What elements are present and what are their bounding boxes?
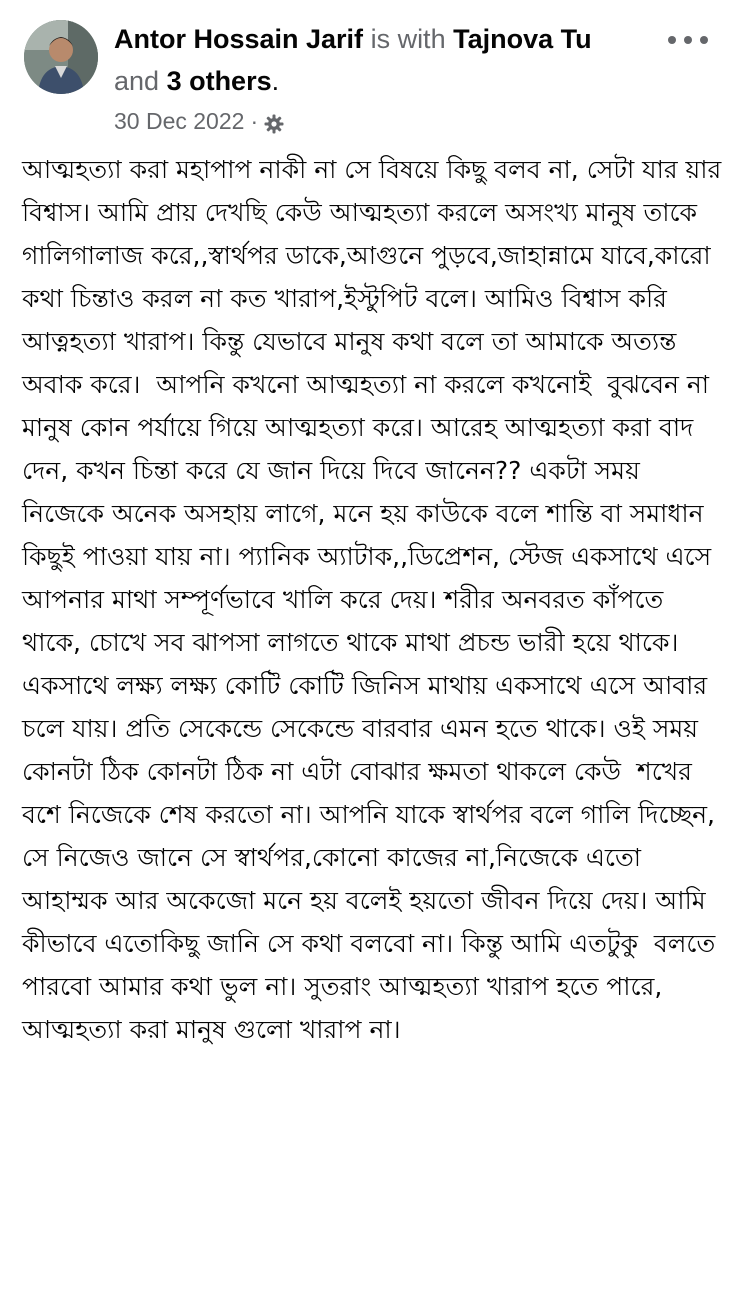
avatar-image (24, 20, 98, 94)
period-text: . (271, 66, 280, 96)
more-options-icon (668, 36, 676, 44)
meta-separator: · (250, 108, 259, 134)
header-text (114, 18, 654, 136)
tagged-person[interactable]: Tajnova Tu (453, 24, 592, 54)
more-options-button[interactable] (668, 28, 708, 52)
and-text: and (114, 66, 167, 96)
post-meta (114, 106, 654, 136)
others-link[interactable]: 3 others (166, 66, 272, 96)
more-options-icon (700, 36, 708, 44)
post-date[interactable]: 30 Dec 2022 (114, 108, 245, 134)
author-name[interactable]: Antor Hossain Jarif (114, 24, 364, 54)
post-text: আত্মহত্যা করা মহাপাপ নাকী না সে বিষয়ে কিছু বলব না, সেটা যার য়ার বিশ্বাস। আমি প্রায় দেখছি কেউ আত্মহত্যা করলে অসংখ্য মানুষ তাকে গালিগালাজ করে,,স্বার্থপর ডাকে,আগুনে পুড়বে,জাহান্নামে যাবে,কারো কথা চিন্তাও করল না কত খারাপ,ইস্টুপিট বলে। আমিও বিশ্বাস করি আত্নহত্যা খারাপ। কিন্তু যেভাবে মানুষ কথা বলে তা আমাকে অত্যন্ত অবাক করে। আপনি কখনো আত্মহত্যা না করলে কখনোই বুঝবেন না মানুষ কোন পর্যায়ে গিয়ে আত্মহত্যা করে। আরেহ আত্মহত্যা করা বাদ দেন, কখন চিন্তা করে যে জান দিয়ে দিবে জানেন?? একটা সময় নিজেকে অনেক অসহায় লাগে, মনে হয় কাউকে বলে শান্তি বা সমাধান কিছুই পাওয়া যায় না। প্যানিক অ্যাটাক,,ডিপ্রেশন, স্টেজ একসাথে এসে আপনার মাথা সম্পূর্ণভাবে খালি করে দেয়। শরীর অনবরত কাঁপতে থাকে, চোখে সব ঝাপসা লাগতে থাকে মাথা প্রচন্ড ভারী হয়ে থাকে। একসাথে লক্ষ্য লক্ষ্য কোটি কোটি জিনিস মাথায় একসাথে এসে আবার চলে যায়। প্রতি সেকেন্ডে সেকেন্ডে বারবার এমন হতে থাকে। ওই সময় কোনটা ঠিক কোনটা ঠিক না এটা বোঝার ক্ষমতা থাকলে কেউ শখের বশে নিজেকে শেষ করতো না। আপনি যাকে স্বার্থপর বলে গালি দিচ্ছেন, সে নিজেও জানে সে স্বার্থপর,কোনো কাজের না,নিজেকে এতো আহাম্মক আর অকেজো মনে হয় বলেই হয়তো জীবন দিয়ে দেয়। আমি কীভাবে এতোকিছু জানি সে কথা বলবো না। কিন্তু আমি এতটুকু বলতে পারবো আমার কথা ভুল না। সুতরাং আত্মহত্যা খারাপ হতে পারে, আত্মহত্যা করা মানুষ গুলো খারাপ না। (22, 155, 730, 1044)
post-header (24, 18, 714, 134)
gear-icon[interactable] (264, 111, 284, 131)
more-options-icon (684, 36, 692, 44)
avatar[interactable] (24, 20, 98, 94)
with-text: is with (363, 24, 454, 54)
author-line (114, 18, 654, 102)
